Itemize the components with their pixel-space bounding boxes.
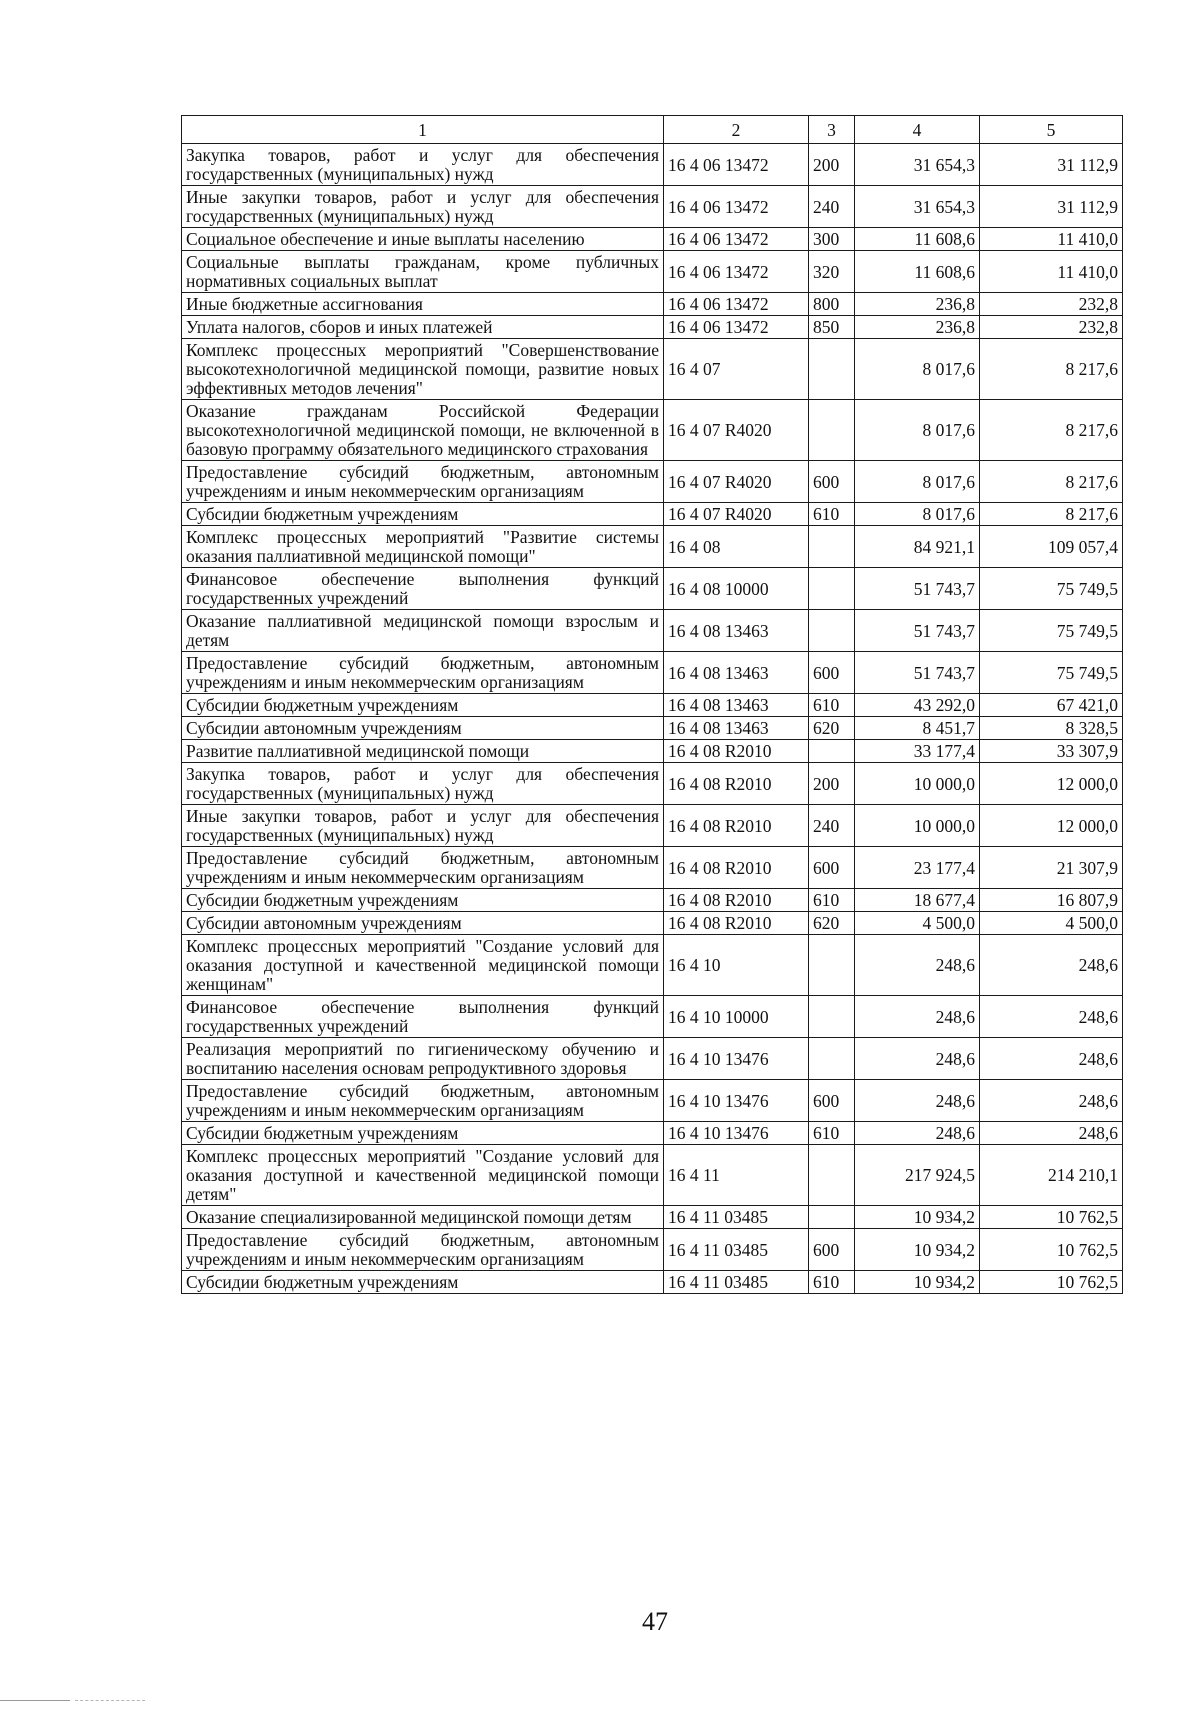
row-amount-col5-cell: 214 210,1	[980, 1145, 1123, 1206]
row-amount-col4-cell: 10 934,2	[855, 1271, 980, 1294]
table-row	[182, 461, 1123, 503]
row-amount-col5-cell: 75 749,5	[980, 610, 1123, 652]
table-row	[182, 935, 1123, 996]
row-name-cell: Субсидии бюджетным учреждениям	[182, 889, 664, 912]
table-row	[182, 889, 1123, 912]
table-row	[182, 144, 1123, 186]
row-code-cell: 16 4 07	[664, 339, 809, 400]
row-amount-col4-cell: 84 921,1	[855, 526, 980, 568]
row-amount-col4-cell: 23 177,4	[855, 847, 980, 889]
row-name-cell: Комплекс процессных мероприятий "Развитие системы оказания паллиативной медицинской помощи"	[182, 526, 664, 568]
row-amount-col4-cell: 11 608,6	[855, 228, 980, 251]
row-amount-col4-cell: 18 677,4	[855, 889, 980, 912]
table-row	[182, 568, 1123, 610]
row-code-cell: 16 4 11 03485	[664, 1229, 809, 1271]
row-expense-type-cell: 800	[809, 293, 855, 316]
table-row	[182, 228, 1123, 251]
row-expense-type-cell: 200	[809, 763, 855, 805]
row-name-cell: Реализация мероприятий по гигиеническому обучению и воспитанию населения основам репродуктивного здоровья	[182, 1038, 664, 1080]
row-code-cell: 16 4 10 13476	[664, 1080, 809, 1122]
table-row	[182, 847, 1123, 889]
table-row	[182, 694, 1123, 717]
table-row	[182, 740, 1123, 763]
header-row	[182, 116, 1123, 144]
row-code-cell: 16 4 11 03485	[664, 1206, 809, 1229]
row-code-cell: 16 4 10	[664, 935, 809, 996]
row-amount-col5-cell: 248,6	[980, 996, 1123, 1038]
row-amount-col4-cell: 10 000,0	[855, 805, 980, 847]
row-code-cell: 16 4 10 13476	[664, 1122, 809, 1145]
row-amount-col4-cell: 4 500,0	[855, 912, 980, 935]
row-code-cell: 16 4 07 R4020	[664, 400, 809, 461]
row-amount-col4-cell: 248,6	[855, 996, 980, 1038]
table-row	[182, 1206, 1123, 1229]
row-name-cell: Предоставление субсидий бюджетным, автономным учреждениям и иным некоммерческим организациям	[182, 461, 664, 503]
row-code-cell: 16 4 11	[664, 1145, 809, 1206]
budget-table	[181, 115, 1123, 1294]
table-row	[182, 293, 1123, 316]
page-number: 47	[642, 1607, 668, 1636]
row-name-cell: Иные бюджетные ассигнования	[182, 293, 664, 316]
table-row	[182, 1271, 1123, 1294]
row-name-cell: Уплата налогов, сборов и иных платежей	[182, 316, 664, 339]
row-amount-col4-cell: 8 017,6	[855, 461, 980, 503]
row-expense-type-cell	[809, 740, 855, 763]
row-code-cell: 16 4 06 13472	[664, 293, 809, 316]
row-expense-type-cell: 300	[809, 228, 855, 251]
table-body	[182, 144, 1123, 1294]
row-name-cell: Иные закупки товаров, работ и услуг для обеспечения государственных (муниципальных) нужд	[182, 805, 664, 847]
row-code-cell: 16 4 08 13463	[664, 652, 809, 694]
row-code-cell: 16 4 06 13472	[664, 186, 809, 228]
row-expense-type-cell: 320	[809, 251, 855, 293]
row-name-cell: Субсидии автономным учреждениям	[182, 912, 664, 935]
row-name-cell: Закупка товаров, работ и услуг для обеспечения государственных (муниципальных) нужд	[182, 144, 664, 186]
row-amount-col4-cell: 8 017,6	[855, 339, 980, 400]
table-row	[182, 1229, 1123, 1271]
table-row	[182, 251, 1123, 293]
row-expense-type-cell	[809, 568, 855, 610]
row-code-cell: 16 4 06 13472	[664, 228, 809, 251]
row-expense-type-cell: 850	[809, 316, 855, 339]
row-name-cell: Субсидии автономным учреждениям	[182, 717, 664, 740]
row-amount-col5-cell: 248,6	[980, 1080, 1123, 1122]
row-expense-type-cell	[809, 1206, 855, 1229]
row-amount-col5-cell: 16 807,9	[980, 889, 1123, 912]
row-name-cell: Развитие паллиативной медицинской помощи	[182, 740, 664, 763]
row-name-cell: Субсидии бюджетным учреждениям	[182, 1122, 664, 1145]
row-code-cell: 16 4 08 R2010	[664, 889, 809, 912]
row-expense-type-cell: 610	[809, 694, 855, 717]
row-expense-type-cell: 600	[809, 1080, 855, 1122]
row-amount-col4-cell: 51 743,7	[855, 652, 980, 694]
row-amount-col4-cell: 236,8	[855, 293, 980, 316]
row-name-cell: Оказание паллиативной медицинской помощи взрослым и детям	[182, 610, 664, 652]
row-amount-col4-cell: 248,6	[855, 1080, 980, 1122]
row-name-cell: Субсидии бюджетным учреждениям	[182, 503, 664, 526]
row-expense-type-cell: 600	[809, 847, 855, 889]
row-amount-col5-cell: 12 000,0	[980, 805, 1123, 847]
table-row	[182, 316, 1123, 339]
row-code-cell: 16 4 11 03485	[664, 1271, 809, 1294]
table-row	[182, 1038, 1123, 1080]
row-expense-type-cell: 600	[809, 652, 855, 694]
row-name-cell: Финансовое обеспечение выполнения функций государственных учреждений	[182, 996, 664, 1038]
row-amount-col5-cell: 232,8	[980, 316, 1123, 339]
row-name-cell: Финансовое обеспечение выполнения функций государственных учреждений	[182, 568, 664, 610]
row-expense-type-cell: 610	[809, 1122, 855, 1145]
row-name-cell: Предоставление субсидий бюджетным, автономным учреждениям и иным некоммерческим организациям	[182, 847, 664, 889]
row-expense-type-cell: 240	[809, 186, 855, 228]
row-expense-type-cell: 610	[809, 1271, 855, 1294]
row-code-cell: 16 4 08 R2010	[664, 763, 809, 805]
row-amount-col5-cell: 75 749,5	[980, 652, 1123, 694]
row-expense-type-cell: 600	[809, 1229, 855, 1271]
row-amount-col5-cell: 33 307,9	[980, 740, 1123, 763]
row-amount-col5-cell: 31 112,9	[980, 186, 1123, 228]
table-row	[182, 912, 1123, 935]
row-amount-col4-cell: 10 934,2	[855, 1206, 980, 1229]
row-code-cell: 16 4 08	[664, 526, 809, 568]
row-name-cell: Иные закупки товаров, работ и услуг для обеспечения государственных (муниципальных) нужд	[182, 186, 664, 228]
table-row	[182, 717, 1123, 740]
table-row	[182, 1122, 1123, 1145]
header-cell-5: 5	[980, 116, 1123, 144]
row-amount-col4-cell: 248,6	[855, 1122, 980, 1145]
row-expense-type-cell	[809, 526, 855, 568]
header-cell-1: 1	[182, 116, 664, 144]
row-amount-col5-cell: 8 328,5	[980, 717, 1123, 740]
table-row	[182, 339, 1123, 400]
row-name-cell: Комплекс процессных мероприятий "Создание условий для оказания доступной и качественной медицинской помощи женщинам"	[182, 935, 664, 996]
table-row	[182, 1145, 1123, 1206]
row-amount-col5-cell: 10 762,5	[980, 1271, 1123, 1294]
row-name-cell: Субсидии бюджетным учреждениям	[182, 1271, 664, 1294]
row-expense-type-cell: 620	[809, 912, 855, 935]
row-code-cell: 16 4 06 13472	[664, 251, 809, 293]
table-row	[182, 503, 1123, 526]
row-expense-type-cell: 620	[809, 717, 855, 740]
row-amount-col5-cell: 232,8	[980, 293, 1123, 316]
row-amount-col4-cell: 51 743,7	[855, 610, 980, 652]
table-row	[182, 652, 1123, 694]
row-amount-col4-cell: 31 654,3	[855, 186, 980, 228]
row-amount-col5-cell: 248,6	[980, 1122, 1123, 1145]
row-amount-col4-cell: 217 924,5	[855, 1145, 980, 1206]
table-row	[182, 996, 1123, 1038]
row-amount-col4-cell: 51 743,7	[855, 568, 980, 610]
row-name-cell: Оказание гражданам Российской Федерации высокотехнологичной медицинской помощи, не включенной в базовую программу обязательного медицинского страхования	[182, 400, 664, 461]
row-amount-col4-cell: 33 177,4	[855, 740, 980, 763]
row-amount-col5-cell: 75 749,5	[980, 568, 1123, 610]
table-row	[182, 1080, 1123, 1122]
table-row	[182, 186, 1123, 228]
row-name-cell: Оказание специализированной медицинской помощи детям	[182, 1206, 664, 1229]
row-amount-col5-cell: 11 410,0	[980, 228, 1123, 251]
row-amount-col5-cell: 21 307,9	[980, 847, 1123, 889]
row-code-cell: 16 4 08 13463	[664, 694, 809, 717]
table-row	[182, 526, 1123, 568]
row-expense-type-cell: 200	[809, 144, 855, 186]
row-amount-col5-cell: 8 217,6	[980, 461, 1123, 503]
row-amount-col5-cell: 8 217,6	[980, 503, 1123, 526]
row-name-cell: Комплекс процессных мероприятий "Создание условий для оказания доступной и качественной медицинской помощи детям"	[182, 1145, 664, 1206]
row-code-cell: 16 4 08 10000	[664, 568, 809, 610]
table-row	[182, 400, 1123, 461]
row-expense-type-cell: 610	[809, 889, 855, 912]
row-code-cell: 16 4 06 13472	[664, 316, 809, 339]
row-amount-col5-cell: 67 421,0	[980, 694, 1123, 717]
row-code-cell: 16 4 10 13476	[664, 1038, 809, 1080]
row-name-cell: Закупка товаров, работ и услуг для обеспечения государственных (муниципальных) нужд	[182, 763, 664, 805]
row-expense-type-cell	[809, 610, 855, 652]
row-amount-col4-cell: 10 000,0	[855, 763, 980, 805]
row-expense-type-cell	[809, 400, 855, 461]
row-code-cell: 16 4 08 R2010	[664, 847, 809, 889]
scan-artifact-line	[0, 1700, 70, 1701]
row-code-cell: 16 4 06 13472	[664, 144, 809, 186]
row-name-cell: Предоставление субсидий бюджетным, автономным учреждениям и иным некоммерческим организациям	[182, 652, 664, 694]
row-expense-type-cell: 610	[809, 503, 855, 526]
scan-artifact-dashes	[75, 1700, 145, 1702]
row-amount-col4-cell: 248,6	[855, 1038, 980, 1080]
row-code-cell: 16 4 07 R4020	[664, 461, 809, 503]
table-row	[182, 763, 1123, 805]
row-amount-col4-cell: 248,6	[855, 935, 980, 996]
row-name-cell: Предоставление субсидий бюджетным, автономным учреждениям и иным некоммерческим организациям	[182, 1080, 664, 1122]
row-code-cell: 16 4 08 13463	[664, 717, 809, 740]
row-name-cell: Субсидии бюджетным учреждениям	[182, 694, 664, 717]
table-row	[182, 610, 1123, 652]
table-header	[182, 116, 1123, 144]
row-amount-col4-cell: 236,8	[855, 316, 980, 339]
row-amount-col5-cell: 12 000,0	[980, 763, 1123, 805]
row-name-cell: Предоставление субсидий бюджетным, автономным учреждениям и иным некоммерческим организациям	[182, 1229, 664, 1271]
row-expense-type-cell	[809, 935, 855, 996]
row-amount-col5-cell: 8 217,6	[980, 400, 1123, 461]
row-amount-col4-cell: 43 292,0	[855, 694, 980, 717]
row-name-cell: Комплекс процессных мероприятий "Совершенствование высокотехнологичной медицинской помощи, развитие новых эффективных методов лечения"	[182, 339, 664, 400]
row-amount-col5-cell: 109 057,4	[980, 526, 1123, 568]
row-amount-col4-cell: 11 608,6	[855, 251, 980, 293]
row-expense-type-cell	[809, 1038, 855, 1080]
header-cell-3: 3	[809, 116, 855, 144]
row-amount-col4-cell: 8 017,6	[855, 503, 980, 526]
row-amount-col4-cell: 31 654,3	[855, 144, 980, 186]
row-expense-type-cell: 240	[809, 805, 855, 847]
row-code-cell: 16 4 08 R2010	[664, 740, 809, 763]
row-name-cell: Социальные выплаты гражданам, кроме публичных нормативных социальных выплат	[182, 251, 664, 293]
row-name-cell: Социальное обеспечение и иные выплаты населению	[182, 228, 664, 251]
row-amount-col5-cell: 10 762,5	[980, 1229, 1123, 1271]
row-amount-col4-cell: 8 017,6	[855, 400, 980, 461]
row-expense-type-cell	[809, 1145, 855, 1206]
row-code-cell: 16 4 10 10000	[664, 996, 809, 1038]
row-amount-col5-cell: 10 762,5	[980, 1206, 1123, 1229]
row-amount-col5-cell: 4 500,0	[980, 912, 1123, 935]
row-amount-col5-cell: 11 410,0	[980, 251, 1123, 293]
header-cell-2: 2	[664, 116, 809, 144]
row-expense-type-cell	[809, 339, 855, 400]
row-code-cell: 16 4 08 R2010	[664, 805, 809, 847]
row-amount-col5-cell: 31 112,9	[980, 144, 1123, 186]
row-code-cell: 16 4 07 R4020	[664, 503, 809, 526]
row-amount-col4-cell: 10 934,2	[855, 1229, 980, 1271]
table-row	[182, 805, 1123, 847]
row-amount-col5-cell: 8 217,6	[980, 339, 1123, 400]
row-expense-type-cell	[809, 996, 855, 1038]
header-cell-4: 4	[855, 116, 980, 144]
row-amount-col5-cell: 248,6	[980, 1038, 1123, 1080]
row-amount-col5-cell: 248,6	[980, 935, 1123, 996]
row-expense-type-cell: 600	[809, 461, 855, 503]
row-code-cell: 16 4 08 R2010	[664, 912, 809, 935]
row-amount-col4-cell: 8 451,7	[855, 717, 980, 740]
row-code-cell: 16 4 08 13463	[664, 610, 809, 652]
